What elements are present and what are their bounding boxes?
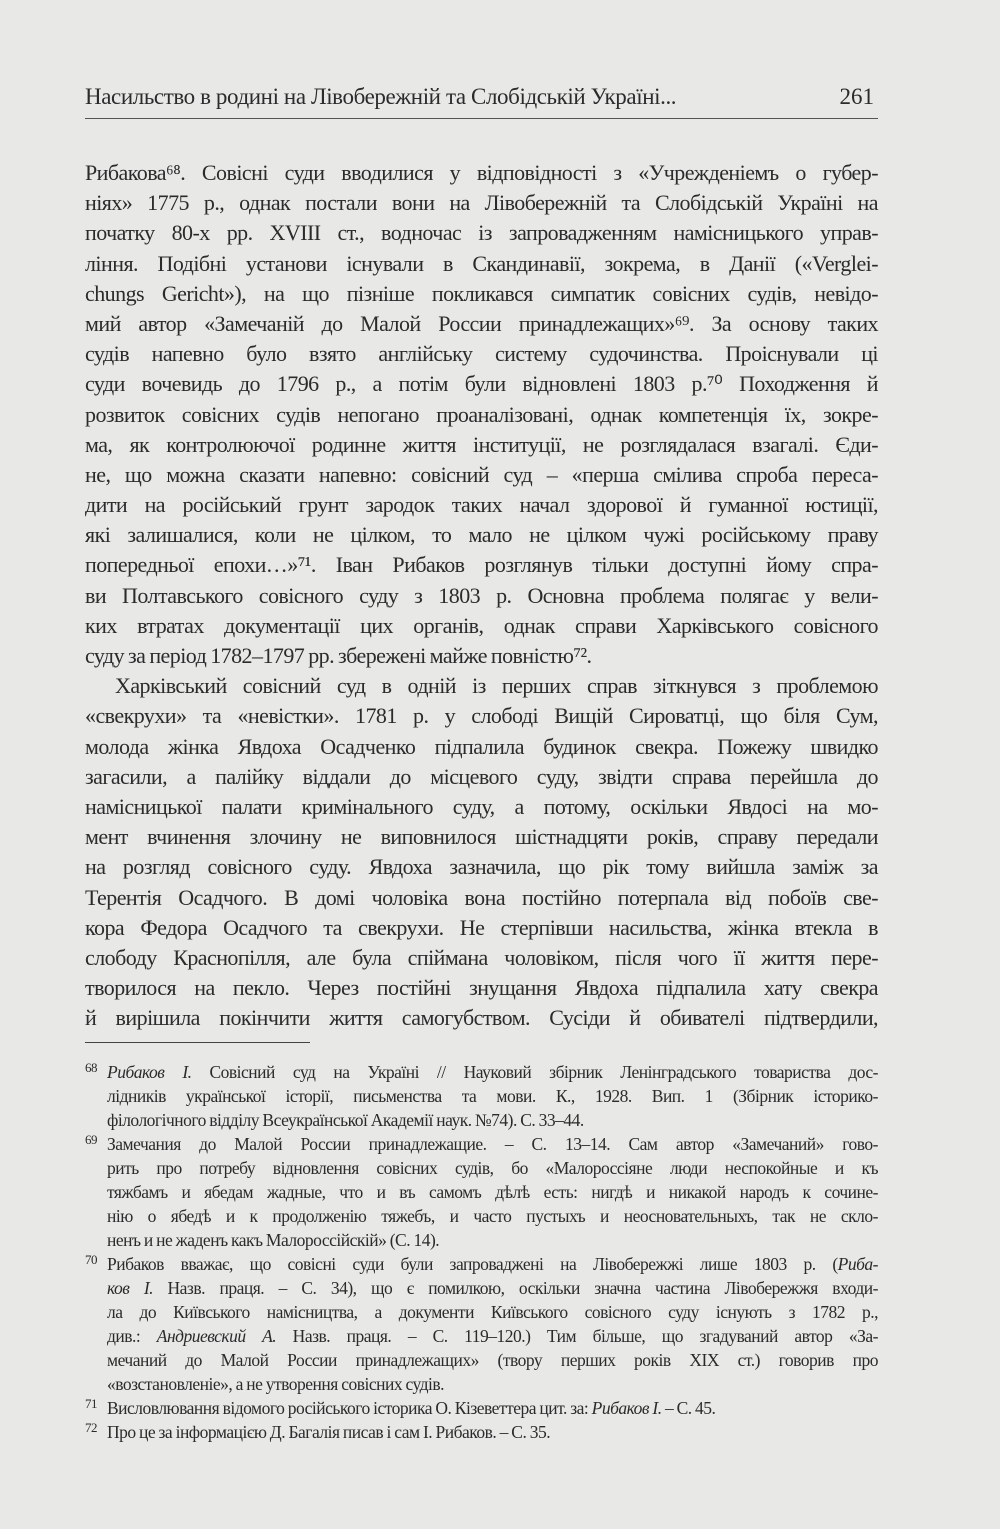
footnote-text: Замечания до Малой России принадлежащие. – С. 13–14. Сам автор «Замечаний» гово- xyxy=(107,1134,878,1154)
footnote-text: Про це за інформацією Д. Багалія писав і сам І. Рибаков. – С. 35. xyxy=(107,1422,551,1442)
footnote-line xyxy=(85,1180,878,1204)
body-line: chungs Gericht»), на що пізніше покликався симпатик совісних судів, невідо- xyxy=(85,280,878,306)
footnote-text: лідників української історії, письменства та мови. К., 1928. Вип. 1 (Збірник історико- xyxy=(107,1086,878,1106)
footnote-number: 71 xyxy=(85,1396,97,1411)
footnote-line xyxy=(85,1396,878,1420)
body-line: намісницької палати кримінального суду, а потому, оскільки Явдосі на мо- xyxy=(85,793,878,819)
footnote-line xyxy=(85,1084,878,1108)
footnote-line xyxy=(85,1348,878,1372)
footnote-text: рить про потребу відновлення совісних судів, бо «Малороссіяне люди неспокойные и къ xyxy=(107,1158,878,1178)
body-line: які залишалися, коли не цілком, то мало не цілком чужі російському праву xyxy=(85,522,878,548)
footnote-text: Рибаков вважає, що совісні суди були запроваджені на Лівобережжі лише 1803 р. ( xyxy=(107,1254,838,1274)
body-line: ви Полтавського совісного суду з 1803 р. Основна проблема полягає у вели- xyxy=(85,582,878,608)
footnote-text: Назв. праця. – С. 34), що є помилкою, оскільки значна частина Лівобережжя входи- xyxy=(153,1278,878,1298)
page-number: 261 xyxy=(839,84,874,109)
footnote-number: 72 xyxy=(85,1420,97,1435)
body-line: розвиток совісних судів непогано проаналізовані, однак компетенція їх, зокре- xyxy=(85,401,878,427)
header-rule xyxy=(85,118,878,119)
footnote-text: Совісний суд на Україні // Науковий збірник Ленінградського товариства дос- xyxy=(191,1062,878,1082)
footnote-line xyxy=(85,1228,878,1252)
footnote-line xyxy=(85,1204,878,1228)
footnote-text: Висловлювання відомого російського історика О. Кізеветтера цит. за: xyxy=(107,1398,592,1418)
body-line: початку 80-х рр. XVIII ст., водночас із запровадженням намісницького управ- xyxy=(85,220,878,246)
footnote-line xyxy=(85,1300,878,1324)
body-line: ління. Подібні установи існували в Скандинавії, зокрема, в Данії («Verglei- xyxy=(85,250,878,276)
footnote-text: тяжбамъ и ябедам жадные, что и въ самомъ дѣлѣ есть: нигдѣ и никакой народъ к сочине- xyxy=(107,1182,878,1202)
footnote-text: ненъ и не жаденъ какъ Малороссійскій» (С. 14). xyxy=(107,1230,440,1250)
footnote-number: 68 xyxy=(85,1060,97,1075)
body-line: слободу Краснопілля, але була спіймана чоловіком, після чого її життя пере- xyxy=(85,944,878,970)
body-line: загасили, а палійку віддали до місцевого суду, звідти справа перейшла до xyxy=(85,763,878,789)
body-line: Терентія Осадчого. В домі чоловіка вона постійно потерпала від побоїв све- xyxy=(85,884,878,910)
footnote-text: філологічного відділу Всеукраїнської Академії наук. №74). С. 33–44. xyxy=(107,1110,584,1130)
running-title: Насильство в родині на Лівобережній та Слобідській Україні... xyxy=(85,84,677,109)
body-line: ніях» 1775 р., однак постали вони на Лівобережній та Слобідській Україні на xyxy=(85,190,878,216)
footnote-citation-author: Риба- xyxy=(837,1254,878,1274)
body-line: мент вчинення злочину не виповнилося шістнадцяти років, справу передали xyxy=(85,824,878,850)
body-line: Харківський совісний суд в одній із перших справ зіткнувся з проблемою xyxy=(115,673,878,699)
footnote-line xyxy=(85,1108,878,1132)
body-line: кора Федора Осадчого та свекрухи. Не стерпівши насильства, жінка втекла в xyxy=(85,914,878,940)
footnote-text: – С. 45. xyxy=(661,1398,716,1418)
footnote-text: ла до Київського намісництва, а документи Київського совісного суду існують з 1782 р., xyxy=(107,1302,878,1322)
body-line: Рибакова⁶⁸. Совісні суди вводилися у відповідності з «Учрежденіемъ о губер- xyxy=(85,160,878,185)
body-line: мий автор «Замечаній до Малой России принадлежащих»⁶⁹. За основу таких xyxy=(85,310,878,336)
footnote-line xyxy=(85,1132,878,1156)
footnote-text: Назв. праця. – С. 119–120.) Тим більше, що згадуваний автор «За- xyxy=(276,1326,879,1346)
body-line: молода жінка Явдоха Осадченко підпалила будинок свекра. Пожежу швидко xyxy=(85,733,878,759)
footnote-line xyxy=(85,1252,878,1276)
footnotes xyxy=(85,1060,878,1444)
body-line: суди вочевидь до 1796 р., а потім були відновлені 1803 р.⁷⁰ Походження й xyxy=(85,371,878,397)
body-line: попередньої епохи…»⁷¹. Іван Рибаков розглянув тільки доступні йому спра- xyxy=(85,552,878,578)
body-line: суду за період 1782–1797 рр. збережені майже повністю⁷². xyxy=(85,643,592,668)
footnote-number: 70 xyxy=(85,1252,97,1267)
body-line: судів напевно було взято англійську систему судочинства. Проіснували ці xyxy=(85,341,878,367)
footnote-number: 69 xyxy=(85,1132,97,1147)
body-line: «свекрухи» та «невістки». 1781 р. у слободі Вищій Сироватці, що біля Сум, xyxy=(85,703,878,729)
footnote-line xyxy=(85,1324,878,1348)
body-line: дити на російський грунт зародок таких начал здорової й гуманної юстиції, xyxy=(85,492,878,518)
footnote-citation-author: ков І. xyxy=(107,1278,154,1298)
footnote-citation-author: Андриевский А. xyxy=(156,1326,277,1346)
footnote-text: «возстановленіе», а не утворення совісних судів. xyxy=(107,1374,445,1394)
body-text xyxy=(85,158,878,1033)
footnote-text: див.: xyxy=(107,1326,157,1346)
body-line: ких втратах документації цих органів, однак справи Харківського совісного xyxy=(85,612,878,638)
body-line: ма, як контролюючої родинне життя інституції, не розглядалася взагалі. Єди- xyxy=(85,431,878,457)
footnote-citation-author: Рибаков І. xyxy=(107,1062,192,1082)
footnote-separator xyxy=(85,1042,310,1043)
footnote-line xyxy=(85,1372,878,1396)
footnote-line xyxy=(85,1420,878,1444)
body-line: й вирішила покінчити життя самогубством. Сусіди й обивателі підтвердили, xyxy=(85,1005,878,1031)
footnote-text: мечаний до Малой России принадлежащих» (твору перших років XIX ст.) говорив про xyxy=(107,1350,878,1370)
body-line: творилося на пекло. Через постійні знущання Явдоха підпалила хату свекра xyxy=(85,975,878,1001)
footnote-citation-author: Рибаков І. xyxy=(591,1398,662,1418)
footnote-line xyxy=(85,1276,878,1300)
footnote-text: нію о ябедѣ и к продолженію тяжебъ, и часто пустыхъ и неосновательныхъ, так не скло- xyxy=(107,1206,878,1226)
body-line: на розгляд совісного суду. Явдоха зазначила, що рік тому вийшла заміж за xyxy=(85,854,878,880)
body-line: не, що можна сказати напевно: совісний суд – «перша смілива спроба переса- xyxy=(85,461,878,487)
footnote-line xyxy=(85,1060,878,1084)
running-header xyxy=(85,84,878,116)
footnote-line xyxy=(85,1156,878,1180)
